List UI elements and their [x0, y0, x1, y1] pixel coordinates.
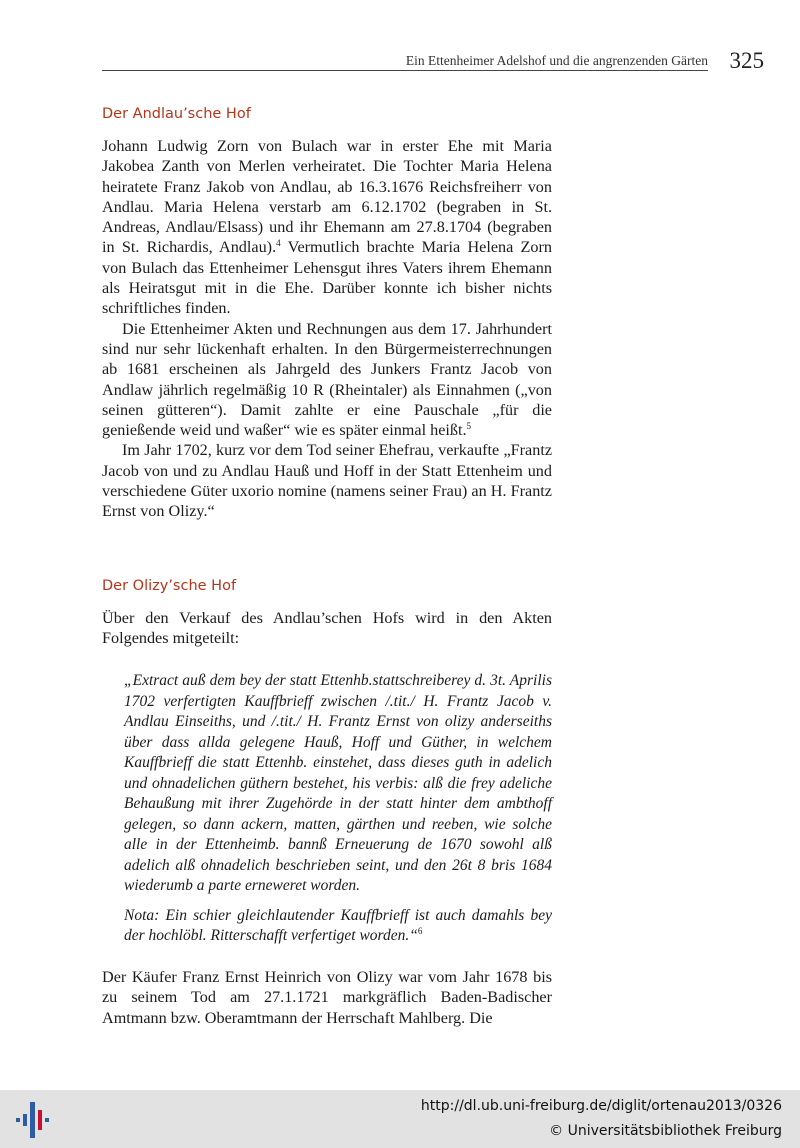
section-heading-andlau: Der Andlau’sche Hof [102, 106, 251, 122]
paragraph [102, 136, 552, 319]
running-header [102, 46, 772, 74]
footnote-ref[interactable]: 4 [276, 238, 281, 249]
paragraph: Der Käufer Franz Ernst Heinrich von Olizy war vom Jahr 1678 bis zu seinem Tod am 27.1.1721 markgräflich Baden-Badischer Amtmann bzw. Oberamtmann der Herrschaft Mahlberg. Die [102, 968, 552, 1027]
footer-copyright: © Universitätsbibliothek Freiburg [549, 1123, 782, 1139]
footnote-ref[interactable]: 6 [417, 926, 423, 936]
paragraph-text: Johann Ludwig Zorn von Bulach war in erster Ehe mit Maria Jakobea Zanth von Merlen verheiratet. Die Tochter Maria Helena heiratete Franz Jakob von Andlau, ab 16.3.1676 Reichsfreiherr von Andlau. Maria Helena verstarb am 6.12.1702 (begraben in St. Andreas, Andlau/Elsass) und ihr Ehemann am 27.8.1704 (begraben in St. Richardis, Andlau). [102, 137, 552, 257]
page-number: 325 [729, 48, 764, 73]
paragraph [102, 319, 552, 441]
paragraph: Über den Verkauf des Andlau’schen Hofs wird in den Akten Folgendes mitgeteilt: [102, 609, 552, 648]
ub-freiburg-logo-icon [14, 1100, 54, 1140]
paragraph-text: Vermutlich brachte Maria Helena Zorn von Bulach das Ettenheimer Lehensgut ihres Vaters ihrem Ehemann als Heiratsgut mit in die Ehe. Darüber konnte ich bisher nichts schriftliches finden. [102, 238, 553, 318]
footnote-ref[interactable]: 5 [466, 421, 472, 432]
section-body-andlau [102, 136, 552, 522]
paragraph [102, 440, 552, 521]
section-heading-olizy: Der Olizy’sche Hof [102, 578, 237, 594]
block-quote [124, 671, 552, 947]
section-closing-olizy [102, 967, 552, 1028]
quote-text: Nota: Ein schier gleichlautender Kauffbrieff ist auch damahls bey der hochlöbl. Ritterschafft verfertiget worden.“ [124, 906, 552, 944]
paragraph-text: Die Ettenheimer Akten und Rechnungen aus dem 17. Jahrhundert sind nur sehr lückenhaft erhalten. In den Bürgermeisterrechnungen ab 1681 erscheinen als Jahrgeld des Junkers Frantz Jacob von Andlaw jährlich regelmäßig 10 R (Rheintaler) als Einnahmen („von seinen gütteren“). Damit zahlte er eine Pauschale „für die genießende weid und waßer“ wie es später einmal heißt. [102, 319, 552, 440]
header-rule [102, 70, 708, 71]
running-header-title: Ein Ettenheimer Adelshof und die angrenzenden Gärten [405, 53, 708, 68]
footer-bar [0, 1090, 800, 1148]
quote-paragraph: „Extract auß dem bey der statt Ettenhb.stattschreiberey d. 3t. Aprilis 1702 verfertigten Kauffbrieff zwischen /.tit./ H. Frantz Jacob v. Andlau Einseiths, und /.tit./ H. Frantz Ernst von olizy anderseiths über dass allda gelegene Hauß, Hoff und Güther, in welchem Kauffbrieff die statt Ettenhb. einstehet, dass dieses guth in adelich und ohnadelichen güthern bestehet, his verbis: alß die frey adeliche Behaußung mit ihrer Zugehörde in der statt hinter dem ambthoff gelegen, so dann ackern, matten, gärthen und reeben, wie solche alle in der Ettenheimb. bannß Erneuerung de 1670 sowohl alß adelich alß ohnadelich beschrieben seint, und den 26t 8 bris 1684 wiederumb a parte erneweret worden. [124, 672, 552, 894]
section-intro-olizy [102, 608, 552, 649]
quote-paragraph [124, 906, 552, 947]
paragraph-text: Im Jahr 1702, kurz vor dem Tod seiner Ehefrau, verkaufte „Frantz Jacob von und zu Andlau Hauß und Hoff in der Statt Ettenheim und verschiedene Güter uxorio nomine (namens seiner Frau) an H. Frantz Ernst von Olizy.“ [102, 441, 552, 521]
footer-url-link[interactable]: http://dl.ub.uni-freiburg.de/diglit/ortenau2013/0326 [420, 1098, 782, 1114]
